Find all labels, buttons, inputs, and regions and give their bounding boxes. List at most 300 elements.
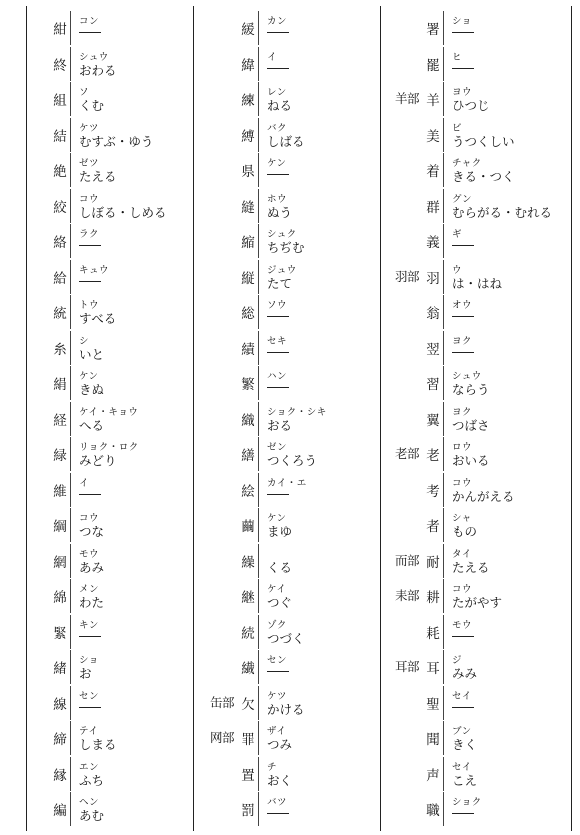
kanji-character: 耕 <box>426 590 440 606</box>
on-reading: コウ <box>452 584 473 595</box>
kun-reading: たえる <box>79 169 117 184</box>
entry-separator-line <box>443 650 444 684</box>
entry-separator-line <box>258 686 259 720</box>
kun-reading: たがやす <box>452 595 503 610</box>
kanji-entry <box>10 689 200 723</box>
entry-separator-line <box>258 295 259 329</box>
kanji-entry <box>383 440 573 474</box>
entry-separator-line <box>258 82 259 116</box>
kanji-character: 耗 <box>426 625 440 642</box>
kanji-entry <box>383 795 573 829</box>
entry-separator-line <box>258 118 259 152</box>
kanji-entry <box>383 618 573 652</box>
entry-separator-line <box>258 721 259 755</box>
kanji-character: 羽 <box>426 270 440 287</box>
entry-separator-line <box>70 473 71 507</box>
no-kun-reading-rule <box>267 174 289 175</box>
kanji-character: 縫 <box>241 199 255 216</box>
entry-separator-line <box>70 615 71 649</box>
kanji-character: 欠 <box>241 696 255 713</box>
kun-reading: みどり <box>79 453 117 468</box>
kanji-character: 給 <box>53 270 67 287</box>
kun-reading: かける <box>267 701 305 717</box>
kanji-character: 着 <box>426 164 440 180</box>
kanji-entry <box>383 192 573 226</box>
kanji-entry <box>198 689 388 723</box>
entry-separator-line <box>258 544 259 578</box>
radical-heading: 耒部 <box>394 588 419 603</box>
kanji-character: 県 <box>241 164 255 180</box>
kanji-character: 組 <box>53 93 67 109</box>
entry-separator-line <box>258 402 259 436</box>
radical-heading: 羊部 <box>394 91 419 106</box>
kanji-character: 緊 <box>53 625 67 642</box>
kanji-character: 習 <box>426 377 440 393</box>
on-reading: イ <box>79 477 90 489</box>
kanji-entry <box>198 405 388 439</box>
on-reading: ジ <box>452 655 463 666</box>
kanji-character: 緒 <box>53 661 67 677</box>
kanji-entry <box>383 476 573 510</box>
kanji-entry <box>198 227 388 261</box>
on-reading: ケツ <box>267 690 287 702</box>
on-reading: ラク <box>79 229 100 240</box>
entry-separator-line <box>443 437 444 471</box>
kanji-entry <box>383 85 573 119</box>
on-reading: ショク・シキ <box>267 406 327 418</box>
kun-reading: まゆ <box>267 524 293 539</box>
kanji-entry <box>383 156 573 190</box>
kanji-character: 罷 <box>426 57 440 74</box>
kun-reading: つくろう <box>267 453 318 468</box>
kanji-entry <box>10 760 200 794</box>
kanji-character: 線 <box>53 696 67 713</box>
entry-separator-line <box>70 189 71 223</box>
kanji-entry <box>198 476 388 510</box>
kun-reading: つな <box>79 524 105 539</box>
kanji-character: 声 <box>426 767 440 784</box>
no-kun-reading-rule <box>267 316 289 317</box>
kanji-character: 繊 <box>241 661 255 677</box>
on-reading: セン <box>267 655 288 666</box>
kun-reading: おいる <box>452 453 490 468</box>
entry-separator-line <box>258 437 259 471</box>
kanji-character: 絞 <box>53 199 67 216</box>
no-kun-reading-rule <box>79 281 101 282</box>
kun-reading: わた <box>79 595 105 610</box>
kanji-entry <box>383 653 573 687</box>
kanji-entry <box>10 14 200 48</box>
entry-separator-line <box>70 579 71 613</box>
no-kun-reading-rule <box>79 245 101 246</box>
entry-separator-line <box>70 295 71 329</box>
on-reading: ケツ <box>79 122 99 134</box>
kun-reading: ひつじ <box>452 98 490 113</box>
entry-separator-line <box>70 366 71 400</box>
entry-separator-line <box>443 82 444 116</box>
kun-reading: ねる <box>267 98 293 113</box>
no-kun-reading-rule <box>79 32 101 33</box>
entry-separator-line <box>70 686 71 720</box>
kanji-character: 緩 <box>241 22 255 38</box>
kanji-entry <box>198 511 388 545</box>
kanji-character: 署 <box>426 22 440 38</box>
kanji-character: 維 <box>53 483 67 500</box>
kanji-character: 縦 <box>241 270 255 287</box>
on-reading: ショク <box>452 797 482 808</box>
kanji-entry <box>10 724 200 758</box>
radical-heading: 网部 <box>209 730 234 745</box>
on-reading: シュク <box>267 229 297 240</box>
kanji-entry <box>198 760 388 794</box>
kanji-entry <box>383 689 573 723</box>
radical-heading: 老部 <box>394 446 419 461</box>
on-reading: シュウ <box>79 51 109 63</box>
kanji-entry <box>10 227 200 261</box>
kun-reading: あむ <box>79 808 105 823</box>
entry-separator-line <box>443 473 444 507</box>
entry-separator-line <box>258 792 259 826</box>
kanji-entry <box>10 618 200 652</box>
kanji-entry <box>198 724 388 758</box>
on-reading: バク <box>267 122 288 134</box>
kanji-character: 経 <box>53 412 67 429</box>
kanji-character: 繭 <box>241 519 255 535</box>
kun-reading: しばる <box>267 133 305 149</box>
on-reading: コン <box>79 16 100 27</box>
kanji-entry <box>10 440 200 474</box>
on-reading: ケン <box>79 371 99 382</box>
on-reading: モウ <box>452 619 473 631</box>
on-reading: ホウ <box>267 193 288 205</box>
no-kun-reading-rule <box>452 316 474 317</box>
kanji-entry <box>10 476 200 510</box>
on-reading: ケン <box>267 158 287 169</box>
entry-separator-line <box>443 295 444 329</box>
on-reading: キュウ <box>79 264 110 276</box>
on-reading: セキ <box>267 335 288 347</box>
kanji-character: 編 <box>53 803 67 819</box>
on-reading: ソ <box>79 87 90 98</box>
kanji-character: 罪 <box>241 732 255 748</box>
on-reading: ギ <box>452 229 463 240</box>
entry-separator-line <box>258 331 259 365</box>
entry-separator-line <box>443 792 444 826</box>
entry-separator-line <box>443 331 444 365</box>
kanji-character: 綿 <box>53 590 67 606</box>
on-reading: イ <box>267 51 278 63</box>
on-reading: ゾク <box>267 619 287 631</box>
kanji-entry <box>10 121 200 155</box>
kanji-character: 考 <box>426 483 440 500</box>
on-reading: ジュウ <box>267 264 297 276</box>
on-reading: オウ <box>452 300 473 311</box>
kanji-character: 紺 <box>53 22 67 38</box>
entry-separator-line <box>258 260 259 294</box>
kanji-character: 綱 <box>53 519 67 535</box>
kanji-entry <box>10 795 200 829</box>
on-reading: レン <box>267 87 287 98</box>
kanji-character: 終 <box>53 57 67 74</box>
kanji-entry <box>383 121 573 155</box>
kun-reading: おる <box>267 417 293 433</box>
kanji-entry <box>383 724 573 758</box>
entry-separator-line <box>70 331 71 365</box>
kanji-entry <box>198 50 388 84</box>
on-reading: ケイ <box>267 584 287 595</box>
kanji-entry <box>198 192 388 226</box>
entry-separator-line <box>443 757 444 791</box>
no-kun-reading-rule <box>267 68 289 69</box>
kanji-character: 者 <box>426 519 440 535</box>
entry-separator-line <box>443 224 444 258</box>
kanji-entry <box>198 440 388 474</box>
entry-separator-line <box>70 721 71 755</box>
entry-separator-line <box>70 260 71 294</box>
entry-separator-line <box>70 82 71 116</box>
kanji-character: 総 <box>241 306 255 322</box>
on-reading: ヨウ <box>452 87 473 98</box>
kanji-character: 老 <box>426 448 440 464</box>
entry-separator-line <box>258 650 259 684</box>
kanji-entry <box>10 334 200 368</box>
on-reading: テイ <box>79 726 99 737</box>
on-reading: キン <box>79 619 99 631</box>
radical-heading: 羽部 <box>394 268 419 284</box>
on-reading: タイ <box>452 548 472 560</box>
kanji-entry <box>198 156 388 190</box>
on-reading: ザイ <box>267 726 287 737</box>
no-kun-reading-rule <box>79 636 101 637</box>
on-reading: ソウ <box>267 300 288 311</box>
kanji-character: 縛 <box>241 128 255 145</box>
kanji-character: 美 <box>426 128 440 145</box>
kun-reading: おく <box>267 772 293 788</box>
entry-separator-line <box>443 686 444 720</box>
on-reading: セン <box>79 690 100 702</box>
entry-separator-line <box>70 47 71 81</box>
on-reading: セイ <box>452 690 472 702</box>
kun-reading: つづく <box>267 630 305 646</box>
on-reading: ロウ <box>452 442 473 453</box>
kanji-character: 聞 <box>426 732 440 748</box>
kun-reading: むらがる・むれる <box>452 204 553 220</box>
kanji-entry <box>198 582 388 616</box>
kun-reading: くむ <box>79 98 105 113</box>
entry-separator-line <box>70 508 71 542</box>
kanji-character: 緯 <box>241 57 255 74</box>
kanji-character: 縁 <box>53 767 67 784</box>
kun-reading: むすぶ・ゆう <box>79 133 154 149</box>
on-reading: ケイ・キョウ <box>79 406 139 418</box>
on-reading: ショ <box>79 655 99 666</box>
radical-heading: 而部 <box>394 552 419 568</box>
on-reading: ヒ <box>452 51 463 63</box>
no-kun-reading-rule <box>452 352 474 353</box>
kanji-entry <box>10 156 200 190</box>
kanji-character: 翁 <box>426 306 440 322</box>
on-reading: ヨク <box>452 335 473 347</box>
kanji-entry <box>198 795 388 829</box>
kun-reading: あみ <box>79 559 105 575</box>
kanji-entry <box>383 511 573 545</box>
entry-separator-line <box>70 402 71 436</box>
entry-separator-line <box>70 544 71 578</box>
kanji-entry <box>198 369 388 403</box>
kanji-character: 絹 <box>53 377 67 393</box>
on-reading: チャク <box>452 158 482 169</box>
on-reading: ゼン <box>267 442 288 453</box>
on-reading: ショ <box>452 16 472 27</box>
kanji-character: 羊 <box>426 93 440 109</box>
kanji-entry <box>10 50 200 84</box>
on-reading: ハン <box>267 371 288 382</box>
kanji-character: 網 <box>53 554 67 571</box>
kun-reading: つぐ <box>267 595 293 610</box>
kanji-character: 続 <box>241 625 255 642</box>
entry-separator-line <box>443 508 444 542</box>
on-reading: カン <box>267 16 288 27</box>
entry-separator-line <box>258 615 259 649</box>
on-reading: グン <box>452 193 473 205</box>
on-reading: ビ <box>452 122 463 134</box>
kanji-entry <box>198 85 388 119</box>
kun-reading: すべる <box>79 311 117 326</box>
kun-reading: きぬ <box>79 382 105 397</box>
kanji-character: 繁 <box>241 377 255 393</box>
entry-separator-line <box>258 153 259 187</box>
kanji-entry <box>10 369 200 403</box>
kanji-character: 継 <box>241 590 255 606</box>
kanji-character: 統 <box>53 306 67 322</box>
entry-separator-line <box>443 402 444 436</box>
entry-separator-line <box>70 224 71 258</box>
on-reading: バツ <box>267 797 288 808</box>
entry-separator-line <box>443 11 444 45</box>
on-reading: コウ <box>452 477 473 489</box>
kanji-character: 翌 <box>426 341 440 358</box>
entry-separator-line <box>258 224 259 258</box>
kun-reading: お <box>79 666 92 681</box>
kanji-entry <box>10 263 200 297</box>
on-reading: エン <box>79 761 100 773</box>
kun-reading: いと <box>79 346 105 362</box>
kun-reading: しまる <box>79 737 117 752</box>
on-reading: コウ <box>79 193 100 205</box>
on-reading: ケン <box>267 513 287 524</box>
on-reading: リョク・ロク <box>79 442 139 453</box>
kun-reading: きく <box>452 737 478 752</box>
kanji-character: 絶 <box>53 164 67 180</box>
kun-reading: たて <box>267 275 293 291</box>
kun-reading: かんがえる <box>452 488 515 504</box>
entry-separator-line <box>70 153 71 187</box>
on-reading: ブン <box>452 726 472 737</box>
kanji-character: 縮 <box>241 235 255 251</box>
entry-separator-line <box>70 757 71 791</box>
kanji-entry <box>10 547 200 581</box>
kanji-character: 練 <box>241 93 255 109</box>
entry-separator-line <box>258 366 259 400</box>
kanji-entry <box>198 14 388 48</box>
entry-separator-line <box>258 757 259 791</box>
kanji-entry <box>383 582 573 616</box>
on-reading: シ <box>79 335 90 347</box>
kanji-entry <box>383 369 573 403</box>
no-kun-reading-rule <box>267 494 289 495</box>
kun-reading: たえる <box>452 559 490 575</box>
kun-reading: は・はね <box>452 275 503 291</box>
kanji-character: 群 <box>426 199 440 216</box>
kun-reading: ならう <box>452 382 490 397</box>
kanji-entry <box>198 298 388 332</box>
kanji-entry <box>198 121 388 155</box>
kanji-character: 義 <box>426 235 440 251</box>
entry-separator-line <box>258 47 259 81</box>
entry-separator-line <box>70 11 71 45</box>
kun-reading: へる <box>79 417 105 433</box>
kanji-entry <box>383 14 573 48</box>
kanji-character: 耐 <box>426 554 440 571</box>
on-reading: シュウ <box>452 371 482 382</box>
kanji-entry <box>198 653 388 687</box>
on-reading: ヘン <box>79 797 100 808</box>
kun-reading: うつくしい <box>452 133 515 149</box>
entry-separator-line <box>443 366 444 400</box>
kanji-entry <box>198 263 388 297</box>
on-reading: メン <box>79 584 100 595</box>
kanji-entry <box>198 334 388 368</box>
no-kun-reading-rule <box>79 707 101 708</box>
on-reading: ヨク <box>452 406 473 418</box>
on-reading: チ <box>267 761 278 773</box>
no-kun-reading-rule <box>452 636 474 637</box>
radical-heading: 耳部 <box>394 659 419 674</box>
kanji-entry <box>198 618 388 652</box>
kanji-entry <box>383 760 573 794</box>
entry-separator-line <box>70 118 71 152</box>
kanji-character: 繰 <box>241 554 255 571</box>
kun-reading: つみ <box>267 737 293 752</box>
no-kun-reading-rule <box>267 671 289 672</box>
on-reading: ゼツ <box>79 158 100 169</box>
kanji-entry <box>10 85 200 119</box>
kun-reading: ぬう <box>267 204 293 220</box>
kanji-entry <box>10 582 200 616</box>
no-kun-reading-rule <box>267 813 289 814</box>
entry-separator-line <box>258 473 259 507</box>
no-kun-reading-rule <box>452 32 474 33</box>
kanji-character: 職 <box>426 803 440 819</box>
no-kun-reading-rule <box>79 494 101 495</box>
kanji-entry <box>383 334 573 368</box>
kanji-entry <box>383 50 573 84</box>
entry-separator-line <box>443 579 444 613</box>
kanji-character: 聖 <box>426 696 440 713</box>
entry-separator-line <box>443 615 444 649</box>
kanji-entry <box>383 547 573 581</box>
kanji-character: 結 <box>53 128 67 145</box>
entry-separator-line <box>258 508 259 542</box>
kanji-entry <box>10 192 200 226</box>
kun-reading: しぼる・しめる <box>79 204 167 220</box>
no-kun-reading-rule <box>452 245 474 246</box>
entry-separator-line <box>443 118 444 152</box>
entry-separator-line <box>443 153 444 187</box>
entry-separator-line <box>443 189 444 223</box>
kanji-entry <box>383 405 573 439</box>
kun-reading: くる <box>267 559 293 575</box>
